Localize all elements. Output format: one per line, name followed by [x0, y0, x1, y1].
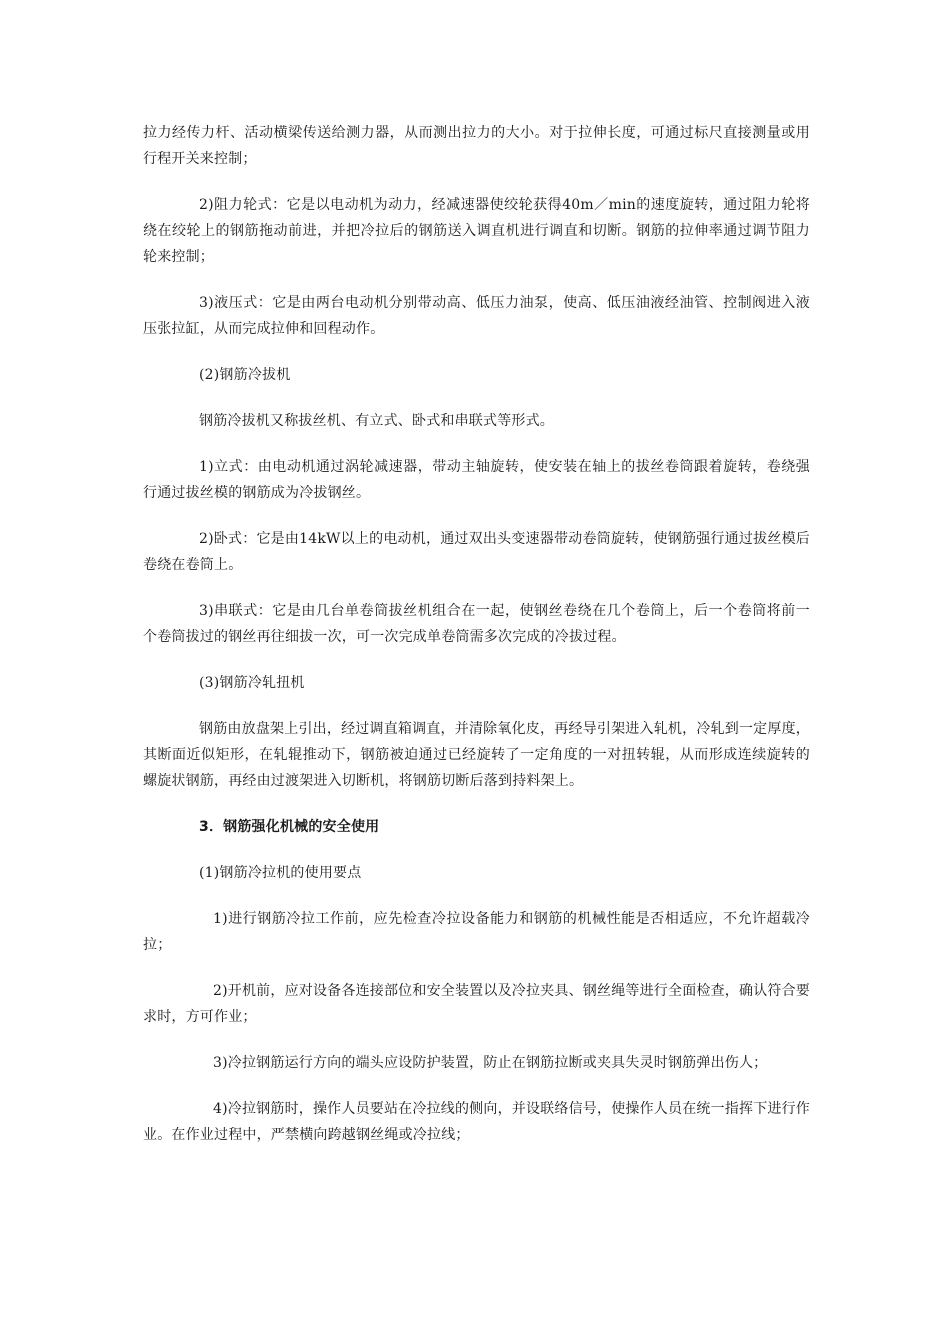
subheading-cold-drawing-usage: (1)钢筋冷拉机的使用要点 — [199, 865, 362, 881]
paragraph-drawing-machine-types: 钢筋冷拔机又称拔丝机、有立式、卧式和串联式等形式。 — [199, 413, 554, 429]
paragraph-usage-point-1: 1)进行钢筋冷拉工作前，应先检查冷拉设备能力和钢筋的机械性能是否相适应，不允许超载冷拉； — [143, 911, 810, 953]
paragraph-hydraulic: 3)液压式：它是由两台电动机分别带动高、低压力油泵，使高、低压油液经油管、控制阀进入液压张拉缸，从而完成拉伸和回程动作。 — [143, 295, 810, 337]
paragraph-vertical-type: 1)立式：由电动机通过涡轮减速器，带动主轴旋转，使安装在轴上的拔丝卷筒跟着旋转，卷绕强行通过拔丝模的钢筋成为冷拔钢丝。 — [143, 459, 810, 501]
paragraph-rolling-twisting-process: 钢筋由放盘架上引出，经过调直箱调直，并清除氧化皮，再经导引架进入轧机，冷轧到一定厚度，其断面近似矩形，在轧辊推动下，钢筋被迫通过已经旋转了一定角度的一对扭转辊，从而形成连续旋转的螺旋状钢筋，再经由过渡架进入切断机，将钢筋切断后落到持料架上。 — [143, 721, 810, 789]
subheading-cold-drawing-machine: (2)钢筋冷拔机 — [199, 367, 291, 383]
paragraph-tandem-type: 3)串联式：它是由几台单卷筒拔丝机组合在一起，使钢丝卷绕在几个卷筒上，后一个卷筒将前一个卷筒拔过的钢丝再往细拔一次，可一次完成单卷筒需多次完成的冷拔过程。 — [143, 603, 810, 645]
paragraph-horizontal-type: 2)卧式：它是由14kW以上的电动机，通过双出头变速器带动卷筒旋转，使钢筋强行通过拔丝模后卷绕在卷筒上。 — [143, 531, 810, 573]
paragraph-resistance-wheel: 2)阻力轮式：它是以电动机为动力，经减速器使绞轮获得40m／min的速度旋转，通过阻力轮将绕在绞轮上的钢筋拖动前进，并把冷拉后的钢筋送入调直机进行调直和切断。钢筋的拉伸率通过调节阻力轮来控制； — [143, 197, 810, 265]
paragraph-usage-point-4: 4)冷拉钢筋时，操作人员要站在冷拉线的侧向，并设联络信号，使操作人员在统一指挥下进行作业。在作业过程中，严禁横向跨越钢丝绳或冷拉线； — [143, 1101, 810, 1143]
paragraph-usage-point-3: 3)冷拉钢筋运行方向的端头应设防护装置，防止在钢筋拉断或夹具失灵时钢筋弹出伤人； — [213, 1055, 768, 1071]
paragraph-cold-drawing-tension: 拉力经传力杆、活动横梁传送给测力器，从而测出拉力的大小。对于拉伸长度，可通过标尺直接测量或用行程开关来控制； — [143, 125, 810, 167]
section-heading-safe-use: 3．钢筋强化机械的安全使用 — [199, 819, 380, 835]
paragraph-usage-point-2: 2)开机前，应对设备各连接部位和安全装置以及冷拉夹具、钢丝绳等进行全面检查，确认符合要求时，方可作业； — [143, 983, 810, 1025]
subheading-cold-rolling-twisting: (3)钢筋冷轧扭机 — [199, 675, 305, 691]
document-page — [143, 120, 810, 1148]
